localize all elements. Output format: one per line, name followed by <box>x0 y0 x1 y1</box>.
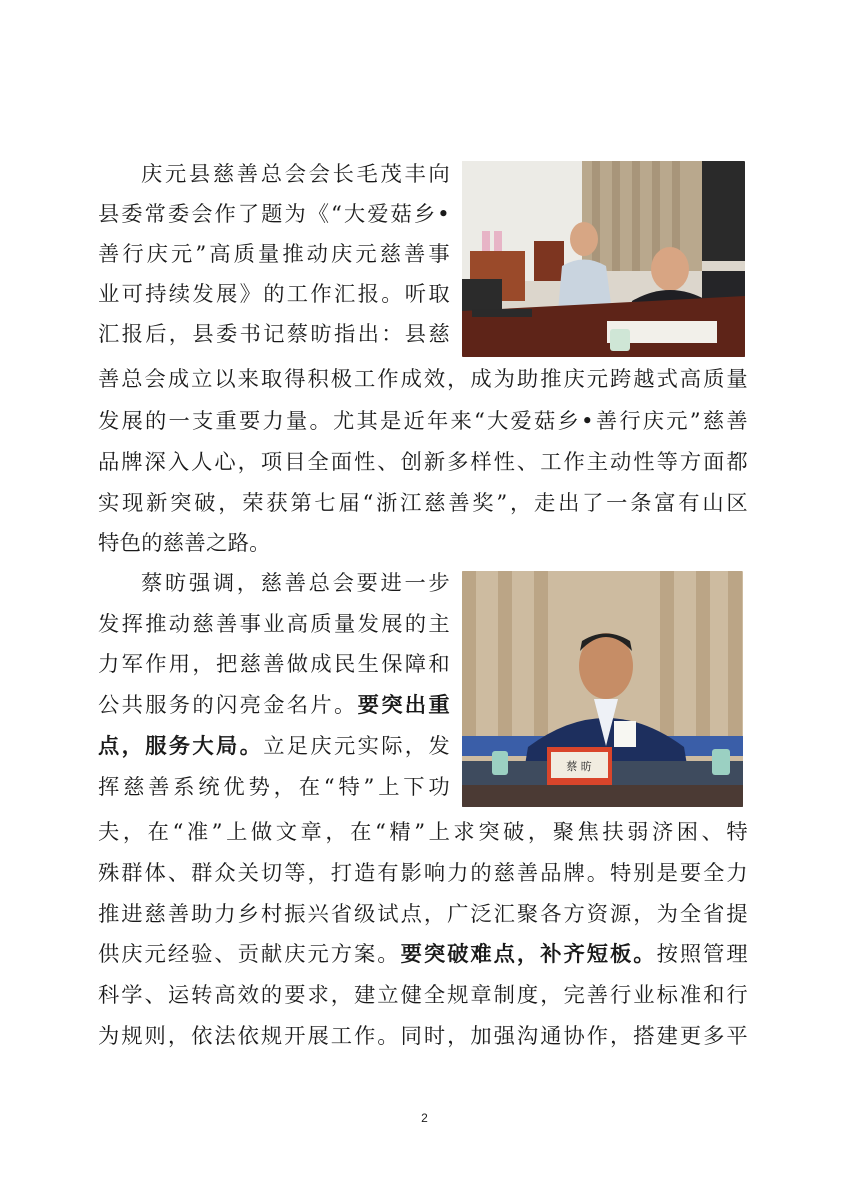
paragraph-1-line-2: 县委常委会作了题为《“大爱菇乡• <box>98 202 450 227</box>
paragraph-2-line-8: 殊群体、群众关切等，打造有影响力的慈善品牌。特别是要全力 <box>98 861 748 886</box>
paragraph-2-line-9: 推进慈善助力乡村振兴省级试点，广泛汇聚各方资源，为全省提 <box>98 902 748 927</box>
paragraph-2-line-12: 为规则，依法依规开展工作。同时，加强沟通协作，搭建更多平 <box>98 1024 748 1049</box>
paragraph-2-line-2: 发挥推动慈善事业高质量发展的主 <box>98 612 450 637</box>
paragraph-2-line-6: 挥慈善系统优势，在“特”上下功 <box>98 775 450 800</box>
key-point-1-heading-end: 点，服务大局。 <box>98 734 264 759</box>
paragraph-2-line-4 <box>98 686 450 726</box>
meeting-photo-2 <box>462 571 743 807</box>
paragraph-1-line-1: 庆元县慈善总会会长毛茂丰向 <box>141 162 450 187</box>
paragraph-2-line-5-text: 立足庆元实际，发 <box>263 734 450 759</box>
paragraph-1-line-4: 业可持续发展》的工作汇报。听取 <box>98 282 450 307</box>
paragraph-2-line-5 <box>98 727 450 767</box>
meeting-photo-2-image <box>462 571 743 807</box>
paragraph-2-line-10-tail: 按照管理 <box>656 942 748 967</box>
paragraph-2-line-11: 科学、运转高效的要求，建立健全规章制度，完善行业标准和行 <box>98 983 748 1008</box>
paragraph-1-line-7: 发展的一支重要力量。尤其是近年来“大爱菇乡•善行庆元”慈善 <box>98 409 748 434</box>
paragraph-2-line-10-text: 供庆元经验、贡献庆元方案。 <box>98 942 401 967</box>
paragraph-1-line-10: 特色的慈善之路。 <box>98 531 271 556</box>
key-point-1-heading-start: 要突出重 <box>357 693 450 718</box>
page-number: 2 <box>421 1111 428 1125</box>
paragraph-1-line-9: 实现新突破，荣获第七届“浙江慈善奖”，走出了一条富有山区 <box>98 491 748 516</box>
meeting-photo-1 <box>462 161 745 357</box>
paragraph-1-line-3: 善行庆元”高质量推动庆元慈善事 <box>98 242 450 267</box>
paragraph-2-line-7: 夫，在“准”上做文章，在“精”上求突破，聚焦扶弱济困、特 <box>98 820 748 845</box>
paragraph-1-line-8: 品牌深入人心，项目全面性、创新多样性、工作主动性等方面都 <box>98 450 748 475</box>
paragraph-1-line-5: 汇报后，县委书记蔡昉指出：县慈 <box>98 322 450 347</box>
paragraph-2-line-4-text: 公共服务的闪亮金名片。 <box>98 693 358 718</box>
paragraph-2-line-3: 力军作用，把慈善做成民生保障和 <box>98 652 450 677</box>
meeting-photo-1-image <box>462 161 745 357</box>
key-point-2-heading: 要突破难点，补齐短板。 <box>400 942 657 967</box>
paragraph-2-line-1: 蔡昉强调，慈善总会要进一步 <box>141 571 450 596</box>
paragraph-2-line-10 <box>98 935 748 975</box>
paragraph-1-line-6: 善总会成立以来取得积极工作成效，成为助推庆元跨越式高质量 <box>98 367 748 392</box>
nameplate-text: 蔡 昉 <box>566 760 592 773</box>
